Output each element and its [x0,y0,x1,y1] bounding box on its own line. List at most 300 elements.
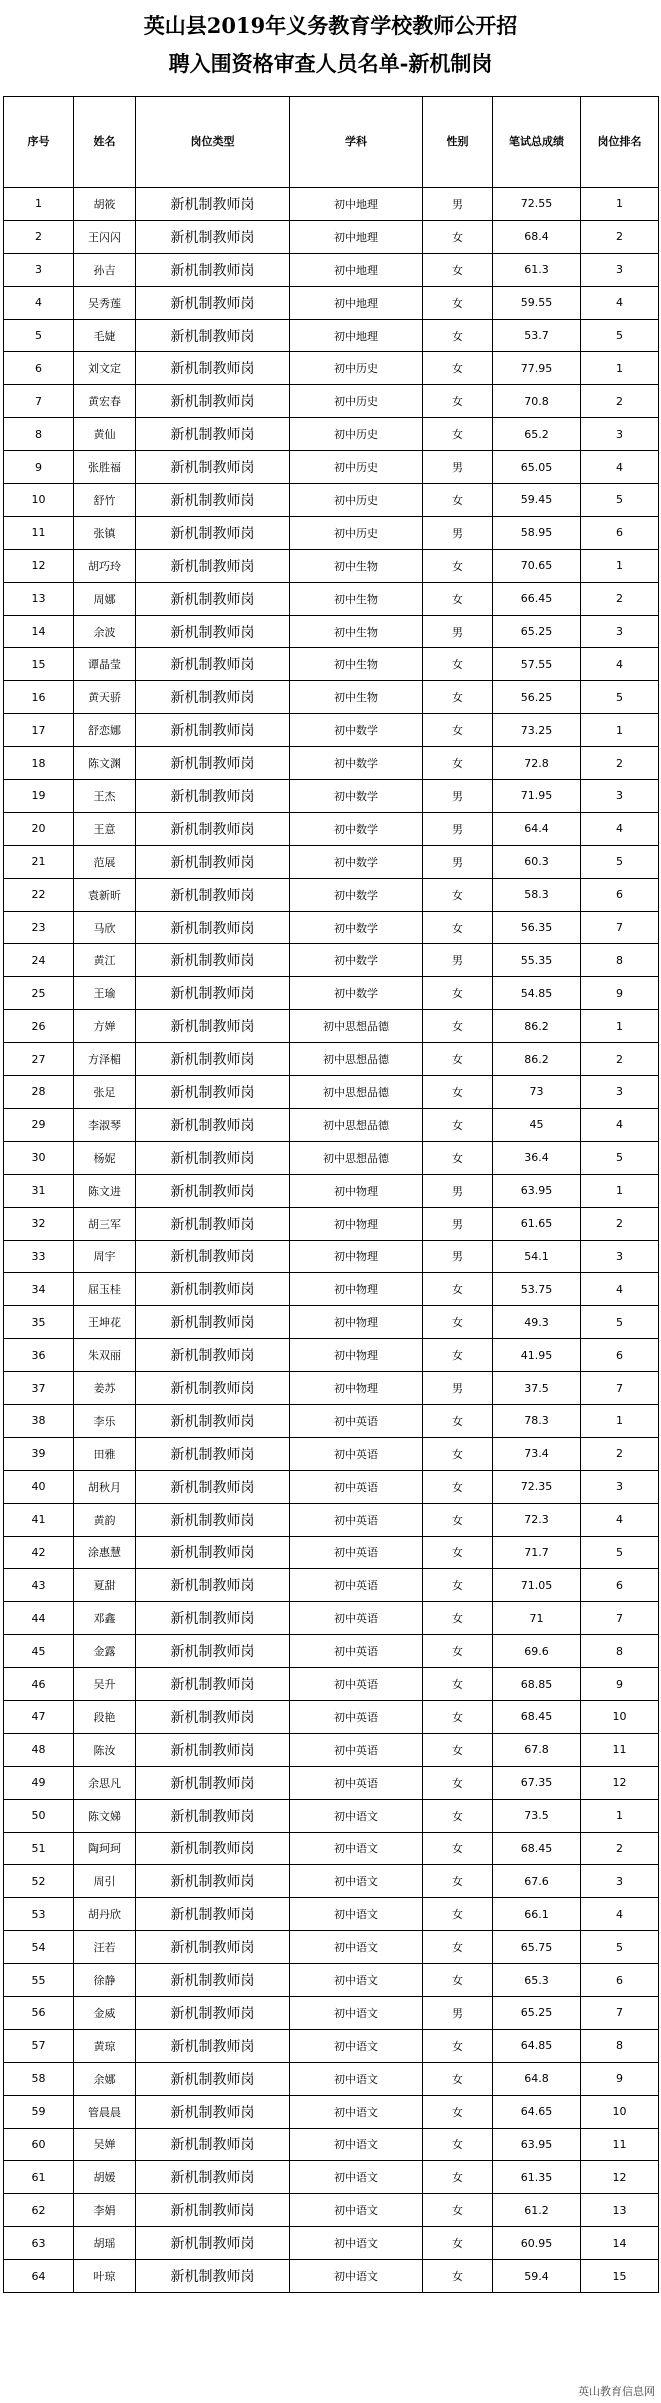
cell-position-type: 新机制教师岗 [136,1437,290,1470]
cell-name: 李乐 [74,1404,136,1437]
cell-name: 陈文渊 [74,747,136,780]
cell-rank: 8 [581,1635,659,1668]
cell-score: 73 [493,1076,581,1109]
cell-score: 64.85 [493,2029,581,2062]
cell-name: 胡瑶 [74,2227,136,2260]
cell-name: 陶珂珂 [74,1832,136,1865]
cell-gender: 女 [423,1865,493,1898]
cell-position-type: 新机制教师岗 [136,1996,290,2029]
cell-subject: 初中数学 [290,977,423,1010]
table-row [4,1503,659,1536]
cell-rank: 7 [581,1372,659,1405]
table-row [4,1700,659,1733]
cell-gender: 女 [423,2194,493,2227]
cell-name: 马欣 [74,911,136,944]
cell-score: 73.4 [493,1437,581,1470]
cell-rank: 4 [581,1503,659,1536]
cell-index: 55 [4,1964,74,1997]
cell-index: 10 [4,484,74,517]
candidate-table [3,96,659,2293]
cell-index: 49 [4,1766,74,1799]
cell-name: 舒竹 [74,484,136,517]
cell-subject: 初中地理 [290,253,423,286]
cell-gender: 女 [423,681,493,714]
cell-index: 44 [4,1602,74,1635]
cell-subject: 初中语文 [290,2227,423,2260]
cell-index: 26 [4,1010,74,1043]
cell-rank: 5 [581,1536,659,1569]
header-gender: 性别 [423,97,493,188]
cell-position-type: 新机制教师岗 [136,516,290,549]
cell-index: 1 [4,188,74,221]
cell-subject: 初中地理 [290,220,423,253]
cell-index: 36 [4,1339,74,1372]
cell-score: 57.55 [493,648,581,681]
cell-name: 邓鑫 [74,1602,136,1635]
cell-rank: 6 [581,878,659,911]
table-row [4,220,659,253]
table-row [4,977,659,1010]
cell-index: 17 [4,714,74,747]
cell-rank: 7 [581,1602,659,1635]
cell-index: 34 [4,1273,74,1306]
table-row [4,780,659,813]
cell-score: 65.3 [493,1964,581,1997]
cell-position-type: 新机制教师岗 [136,1503,290,1536]
cell-subject: 初中物理 [290,1339,423,1372]
cell-score: 58.95 [493,516,581,549]
cell-gender: 女 [423,319,493,352]
table-row [4,878,659,911]
cell-subject: 初中数学 [290,944,423,977]
cell-index: 61 [4,2161,74,2194]
table-row [4,944,659,977]
cell-position-type: 新机制教师岗 [136,385,290,418]
cell-rank: 15 [581,2260,659,2293]
cell-gender: 女 [423,2260,493,2293]
cell-name: 田雅 [74,1437,136,1470]
cell-position-type: 新机制教师岗 [136,1207,290,1240]
cell-score: 67.35 [493,1766,581,1799]
cell-gender: 女 [423,1076,493,1109]
table-row [4,1273,659,1306]
cell-index: 19 [4,780,74,813]
cell-score: 55.35 [493,944,581,977]
cell-gender: 男 [423,1207,493,1240]
cell-name: 张胜福 [74,451,136,484]
cell-position-type: 新机制教师岗 [136,1569,290,1602]
cell-gender: 女 [423,1602,493,1635]
cell-index: 47 [4,1700,74,1733]
table-row [4,1898,659,1931]
cell-score: 77.95 [493,352,581,385]
cell-subject: 初中英语 [290,1700,423,1733]
cell-position-type: 新机制教师岗 [136,220,290,253]
cell-score: 49.3 [493,1306,581,1339]
cell-name: 王瑜 [74,977,136,1010]
cell-index: 52 [4,1865,74,1898]
cell-index: 27 [4,1043,74,1076]
cell-subject: 初中物理 [290,1306,423,1339]
cell-subject: 初中生物 [290,681,423,714]
cell-subject: 初中历史 [290,516,423,549]
cell-index: 51 [4,1832,74,1865]
table-row [4,2128,659,2161]
cell-name: 黄仙 [74,418,136,451]
cell-subject: 初中历史 [290,451,423,484]
table-row [4,2062,659,2095]
table-row [4,2227,659,2260]
cell-gender: 女 [423,582,493,615]
cell-gender: 男 [423,615,493,648]
cell-index: 9 [4,451,74,484]
cell-rank: 5 [581,484,659,517]
cell-name: 李淑琴 [74,1108,136,1141]
cell-subject: 初中历史 [290,418,423,451]
cell-rank: 4 [581,1108,659,1141]
page-title [0,0,661,92]
table-row [4,1010,659,1043]
cell-score: 78.3 [493,1404,581,1437]
table-row [4,845,659,878]
table-row [4,747,659,780]
cell-index: 32 [4,1207,74,1240]
cell-index: 41 [4,1503,74,1536]
cell-gender: 女 [423,1108,493,1141]
cell-gender: 女 [423,2227,493,2260]
cell-gender: 女 [423,2062,493,2095]
header-index: 序号 [4,97,74,188]
cell-subject: 初中思想品德 [290,1076,423,1109]
cell-rank: 3 [581,1240,659,1273]
cell-subject: 初中历史 [290,484,423,517]
cell-name: 孙吉 [74,253,136,286]
cell-position-type: 新机制教师岗 [136,2194,290,2227]
cell-gender: 女 [423,2029,493,2062]
cell-name: 徐静 [74,1964,136,1997]
cell-subject: 初中数学 [290,845,423,878]
cell-subject: 初中生物 [290,615,423,648]
table-row [4,1766,659,1799]
cell-name: 杨妮 [74,1141,136,1174]
cell-score: 71.7 [493,1536,581,1569]
table-row [4,1668,659,1701]
title-line-1: 英山县2019年义务教育学校教师公开招 [143,13,518,38]
table-row [4,1799,659,1832]
table-row [4,549,659,582]
table-row [4,484,659,517]
cell-position-type: 新机制教师岗 [136,2161,290,2194]
cell-subject: 初中语文 [290,2029,423,2062]
cell-index: 37 [4,1372,74,1405]
cell-index: 48 [4,1733,74,1766]
cell-position-type: 新机制教师岗 [136,1700,290,1733]
cell-score: 65.25 [493,615,581,648]
cell-score: 53.7 [493,319,581,352]
cell-position-type: 新机制教师岗 [136,1865,290,1898]
cell-position-type: 新机制教师岗 [136,1372,290,1405]
cell-subject: 初中物理 [290,1273,423,1306]
cell-position-type: 新机制教师岗 [136,286,290,319]
table-row [4,1043,659,1076]
table-row [4,1635,659,1668]
cell-name: 袁新昕 [74,878,136,911]
table-row [4,1964,659,1997]
cell-index: 50 [4,1799,74,1832]
cell-index: 56 [4,1996,74,2029]
cell-index: 14 [4,615,74,648]
cell-rank: 3 [581,253,659,286]
cell-score: 59.4 [493,2260,581,2293]
cell-rank: 5 [581,681,659,714]
cell-position-type: 新机制教师岗 [136,1404,290,1437]
cell-rank: 2 [581,1043,659,1076]
cell-subject: 初中思想品德 [290,1141,423,1174]
cell-position-type: 新机制教师岗 [136,582,290,615]
cell-subject: 初中数学 [290,911,423,944]
cell-index: 18 [4,747,74,780]
cell-index: 54 [4,1931,74,1964]
cell-gender: 女 [423,1964,493,1997]
cell-subject: 初中英语 [290,1470,423,1503]
cell-subject: 初中历史 [290,385,423,418]
cell-name: 周宇 [74,1240,136,1273]
cell-position-type: 新机制教师岗 [136,1766,290,1799]
cell-index: 22 [4,878,74,911]
table-row [4,1996,659,2029]
table-body [4,188,659,2293]
cell-rank: 13 [581,2194,659,2227]
cell-position-type: 新机制教师岗 [136,1602,290,1635]
cell-name: 刘文定 [74,352,136,385]
cell-position-type: 新机制教师岗 [136,1076,290,1109]
cell-name: 胡媛 [74,2161,136,2194]
cell-position-type: 新机制教师岗 [136,1799,290,1832]
table-row [4,1404,659,1437]
cell-subject: 初中英语 [290,1503,423,1536]
cell-position-type: 新机制教师岗 [136,1733,290,1766]
table-row [4,451,659,484]
cell-name: 朱双丽 [74,1339,136,1372]
cell-name: 段艳 [74,1700,136,1733]
cell-score: 65.75 [493,1931,581,1964]
header-rank: 岗位排名 [581,97,659,188]
cell-rank: 11 [581,1733,659,1766]
cell-rank: 5 [581,319,659,352]
table-row [4,1569,659,1602]
table-row [4,1174,659,1207]
cell-subject: 初中语文 [290,2161,423,2194]
cell-position-type: 新机制教师岗 [136,1141,290,1174]
cell-score: 59.55 [493,286,581,319]
cell-rank: 1 [581,1799,659,1832]
cell-name: 谭晶莹 [74,648,136,681]
cell-gender: 女 [423,1668,493,1701]
cell-gender: 女 [423,1898,493,1931]
cell-position-type: 新机制教师岗 [136,253,290,286]
table-row [4,1108,659,1141]
cell-score: 64.4 [493,812,581,845]
cell-score: 72.3 [493,1503,581,1536]
cell-score: 53.75 [493,1273,581,1306]
cell-name: 张足 [74,1076,136,1109]
cell-index: 16 [4,681,74,714]
cell-name: 叶琼 [74,2260,136,2293]
cell-score: 66.1 [493,1898,581,1931]
cell-rank: 5 [581,1931,659,1964]
cell-gender: 女 [423,714,493,747]
cell-index: 21 [4,845,74,878]
cell-subject: 初中思想品德 [290,1010,423,1043]
table-row [4,1339,659,1372]
cell-subject: 初中生物 [290,549,423,582]
cell-position-type: 新机制教师岗 [136,352,290,385]
cell-position-type: 新机制教师岗 [136,977,290,1010]
cell-position-type: 新机制教师岗 [136,2227,290,2260]
cell-index: 6 [4,352,74,385]
cell-rank: 2 [581,582,659,615]
cell-index: 58 [4,2062,74,2095]
cell-index: 29 [4,1108,74,1141]
cell-gender: 女 [423,1470,493,1503]
cell-index: 11 [4,516,74,549]
cell-name: 胡巧玲 [74,549,136,582]
cell-score: 71.05 [493,1569,581,1602]
cell-score: 72.8 [493,747,581,780]
cell-score: 68.45 [493,1832,581,1865]
cell-index: 2 [4,220,74,253]
cell-position-type: 新机制教师岗 [136,1339,290,1372]
cell-score: 73.25 [493,714,581,747]
cell-position-type: 新机制教师岗 [136,451,290,484]
table-header-row [4,97,659,188]
table-row [4,1931,659,1964]
cell-score: 61.35 [493,2161,581,2194]
cell-gender: 女 [423,1733,493,1766]
cell-rank: 6 [581,516,659,549]
cell-position-type: 新机制教师岗 [136,1964,290,1997]
cell-name: 李娟 [74,2194,136,2227]
cell-rank: 2 [581,385,659,418]
cell-gender: 女 [423,1503,493,1536]
cell-position-type: 新机制教师岗 [136,418,290,451]
cell-subject: 初中生物 [290,582,423,615]
cell-gender: 男 [423,1240,493,1273]
table-row [4,352,659,385]
cell-score: 68.45 [493,1700,581,1733]
table-row [4,681,659,714]
cell-rank: 4 [581,812,659,845]
cell-name: 金露 [74,1635,136,1668]
cell-subject: 初中数学 [290,747,423,780]
table-row [4,911,659,944]
cell-position-type: 新机制教师岗 [136,1010,290,1043]
cell-subject: 初中语文 [290,2260,423,2293]
cell-position-type: 新机制教师岗 [136,1898,290,1931]
cell-index: 23 [4,911,74,944]
cell-rank: 7 [581,1996,659,2029]
cell-name: 范展 [74,845,136,878]
cell-subject: 初中英语 [290,1569,423,1602]
cell-gender: 女 [423,352,493,385]
cell-position-type: 新机制教师岗 [136,878,290,911]
cell-subject: 初中英语 [290,1536,423,1569]
cell-rank: 3 [581,1470,659,1503]
cell-rank: 11 [581,2128,659,2161]
cell-gender: 女 [423,977,493,1010]
cell-gender: 女 [423,747,493,780]
cell-position-type: 新机制教师岗 [136,2029,290,2062]
cell-position-type: 新机制教师岗 [136,2260,290,2293]
cell-gender: 女 [423,1141,493,1174]
cell-index: 59 [4,2095,74,2128]
table-row [4,1602,659,1635]
cell-gender: 男 [423,1996,493,2029]
cell-gender: 男 [423,1174,493,1207]
cell-position-type: 新机制教师岗 [136,812,290,845]
cell-index: 45 [4,1635,74,1668]
cell-subject: 初中英语 [290,1668,423,1701]
cell-rank: 7 [581,911,659,944]
table-row [4,1207,659,1240]
title-line-2: 聘入围资格审查人员名单-新机制岗 [168,51,493,76]
cell-subject: 初中地理 [290,286,423,319]
cell-position-type: 新机制教师岗 [136,1273,290,1306]
cell-name: 余思凡 [74,1766,136,1799]
cell-index: 20 [4,812,74,845]
cell-position-type: 新机制教师岗 [136,484,290,517]
cell-name: 周娜 [74,582,136,615]
cell-gender: 女 [423,1339,493,1372]
cell-gender: 女 [423,1306,493,1339]
cell-index: 8 [4,418,74,451]
cell-score: 54.85 [493,977,581,1010]
table-row [4,188,659,221]
cell-rank: 1 [581,549,659,582]
cell-position-type: 新机制教师岗 [136,1635,290,1668]
cell-rank: 2 [581,1207,659,1240]
cell-name: 余波 [74,615,136,648]
cell-rank: 4 [581,451,659,484]
cell-rank: 1 [581,188,659,221]
cell-score: 37.5 [493,1372,581,1405]
cell-name: 陈文娣 [74,1799,136,1832]
cell-name: 胡丹欣 [74,1898,136,1931]
cell-position-type: 新机制教师岗 [136,1832,290,1865]
cell-score: 72.35 [493,1470,581,1503]
cell-position-type: 新机制教师岗 [136,911,290,944]
cell-gender: 女 [423,484,493,517]
cell-subject: 初中英语 [290,1635,423,1668]
cell-rank: 6 [581,1569,659,1602]
cell-score: 70.65 [493,549,581,582]
cell-score: 67.6 [493,1865,581,1898]
cell-name: 黄江 [74,944,136,977]
cell-position-type: 新机制教师岗 [136,780,290,813]
table-row [4,253,659,286]
table-row [4,1372,659,1405]
cell-subject: 初中物理 [290,1240,423,1273]
table-row [4,385,659,418]
cell-rank: 8 [581,944,659,977]
cell-name: 张镇 [74,516,136,549]
cell-name: 王意 [74,812,136,845]
cell-gender: 女 [423,1635,493,1668]
cell-position-type: 新机制教师岗 [136,714,290,747]
cell-gender: 女 [423,1010,493,1043]
cell-name: 屈玉桂 [74,1273,136,1306]
cell-index: 3 [4,253,74,286]
